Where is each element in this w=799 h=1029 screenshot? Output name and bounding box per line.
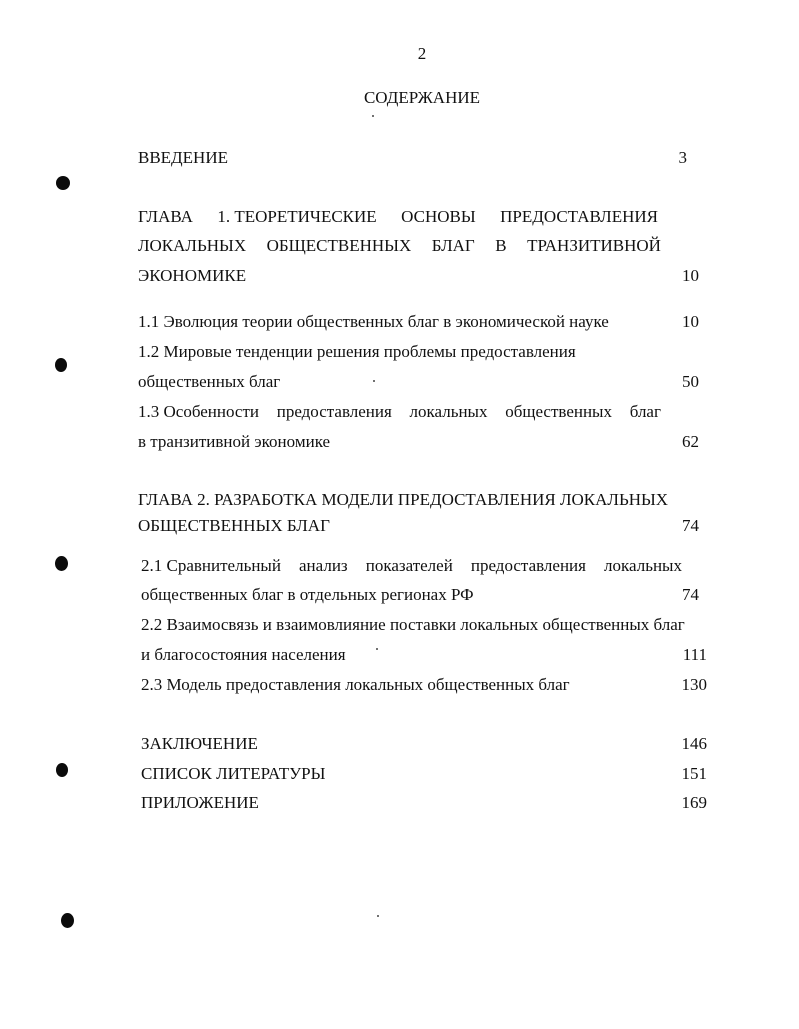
toc-entry-page: 111 [682,645,707,664]
toc-section-2-3[interactable] [141,675,707,695]
page-number: 2 [417,44,427,63]
chapter-heading-last-line: ЭКОНОМИКЕ 10 [138,266,699,285]
page-title: СОДЕРЖАНИЕ [363,88,481,107]
toc-entry-label: СПИСОК ЛИТЕРАТУРЫ [141,764,326,783]
toc-entry-page: 50 [682,372,699,391]
binder-hole-mark [55,556,68,571]
toc-entry-label: 2.2 Взаимосвязь и взаимовлияние поставки локальных общественных благ [141,615,685,634]
scan-speck [372,115,374,117]
toc-entry-page: 10 [682,266,699,285]
toc-entry-label: 2.3 Модель предоставления локальных общественных благ [141,675,570,694]
toc-entry-conclusion[interactable] [141,734,707,754]
scan-speck [377,915,379,917]
toc-entry-label: 1.2 Мировые тенденции решения проблемы предоставления [138,342,576,361]
binder-hole-mark [55,358,67,372]
chapter-heading-line: ЛОКАЛЬНЫХ ОБЩЕСТВЕННЫХ БЛАГ В ТРАНЗИТИВНОЙ [138,236,661,255]
binder-hole-mark [56,176,70,190]
toc-entry-page: 62 [682,432,699,451]
toc-entry-label-cont: в транзитивной экономике [138,432,331,451]
toc-entry-page: 10 [682,312,699,331]
binder-hole-mark [61,913,74,928]
toc-entry-label-cont: общественных благ в отдельных регионах РФ [141,585,474,604]
chapter-heading-line: ГЛАВА 1. ТЕОРЕТИЧЕСКИЕ ОСНОВЫ ПРЕДОСТАВЛЕНИЯ [138,207,658,226]
toc-entry-label: 2.1 Сравнительный анализ показателей предоставления локальных [141,556,682,575]
toc-entry-page: 146 [681,734,707,753]
toc-entry-page: 130 [681,675,707,694]
toc-entry-label-cont: общественных благ [138,372,281,391]
toc-entry-bibliography[interactable] [141,764,707,784]
toc-section-1-1[interactable] [138,312,699,332]
toc-entry-intro[interactable] [138,148,687,168]
toc-entry-page: 151 [681,764,707,783]
toc-entry-page: 74 [682,585,699,604]
toc-entry-label: ЗАКЛЮЧЕНИЕ [141,734,258,753]
toc-entry-page: 74 [682,516,699,535]
toc-entry-label: 1.3 Особенности предоставления локальных общественных благ [138,402,661,421]
binder-hole-mark [56,763,68,777]
toc-entry-label-cont: и благосостояния населения [141,645,346,664]
toc-entry-label: 1.1 Эволюция теории общественных благ в экономической науке [138,312,609,331]
toc-entry-label: ПРИЛОЖЕНИЕ [141,793,259,812]
chapter-heading-last-line: ОБЩЕСТВЕННЫХ БЛАГ [138,516,330,535]
chapter-heading-line: ГЛАВА 2. РАЗРАБОТКА МОДЕЛИ ПРЕДОСТАВЛЕНИЯ ЛОКАЛЬНЫХ [138,490,669,509]
toc-entry-appendix[interactable] [141,793,707,813]
toc-entry-label: ВВЕДЕНИЕ [138,148,228,167]
toc-entry-page: 3 [678,148,687,167]
toc-entry-page: 169 [681,793,707,812]
